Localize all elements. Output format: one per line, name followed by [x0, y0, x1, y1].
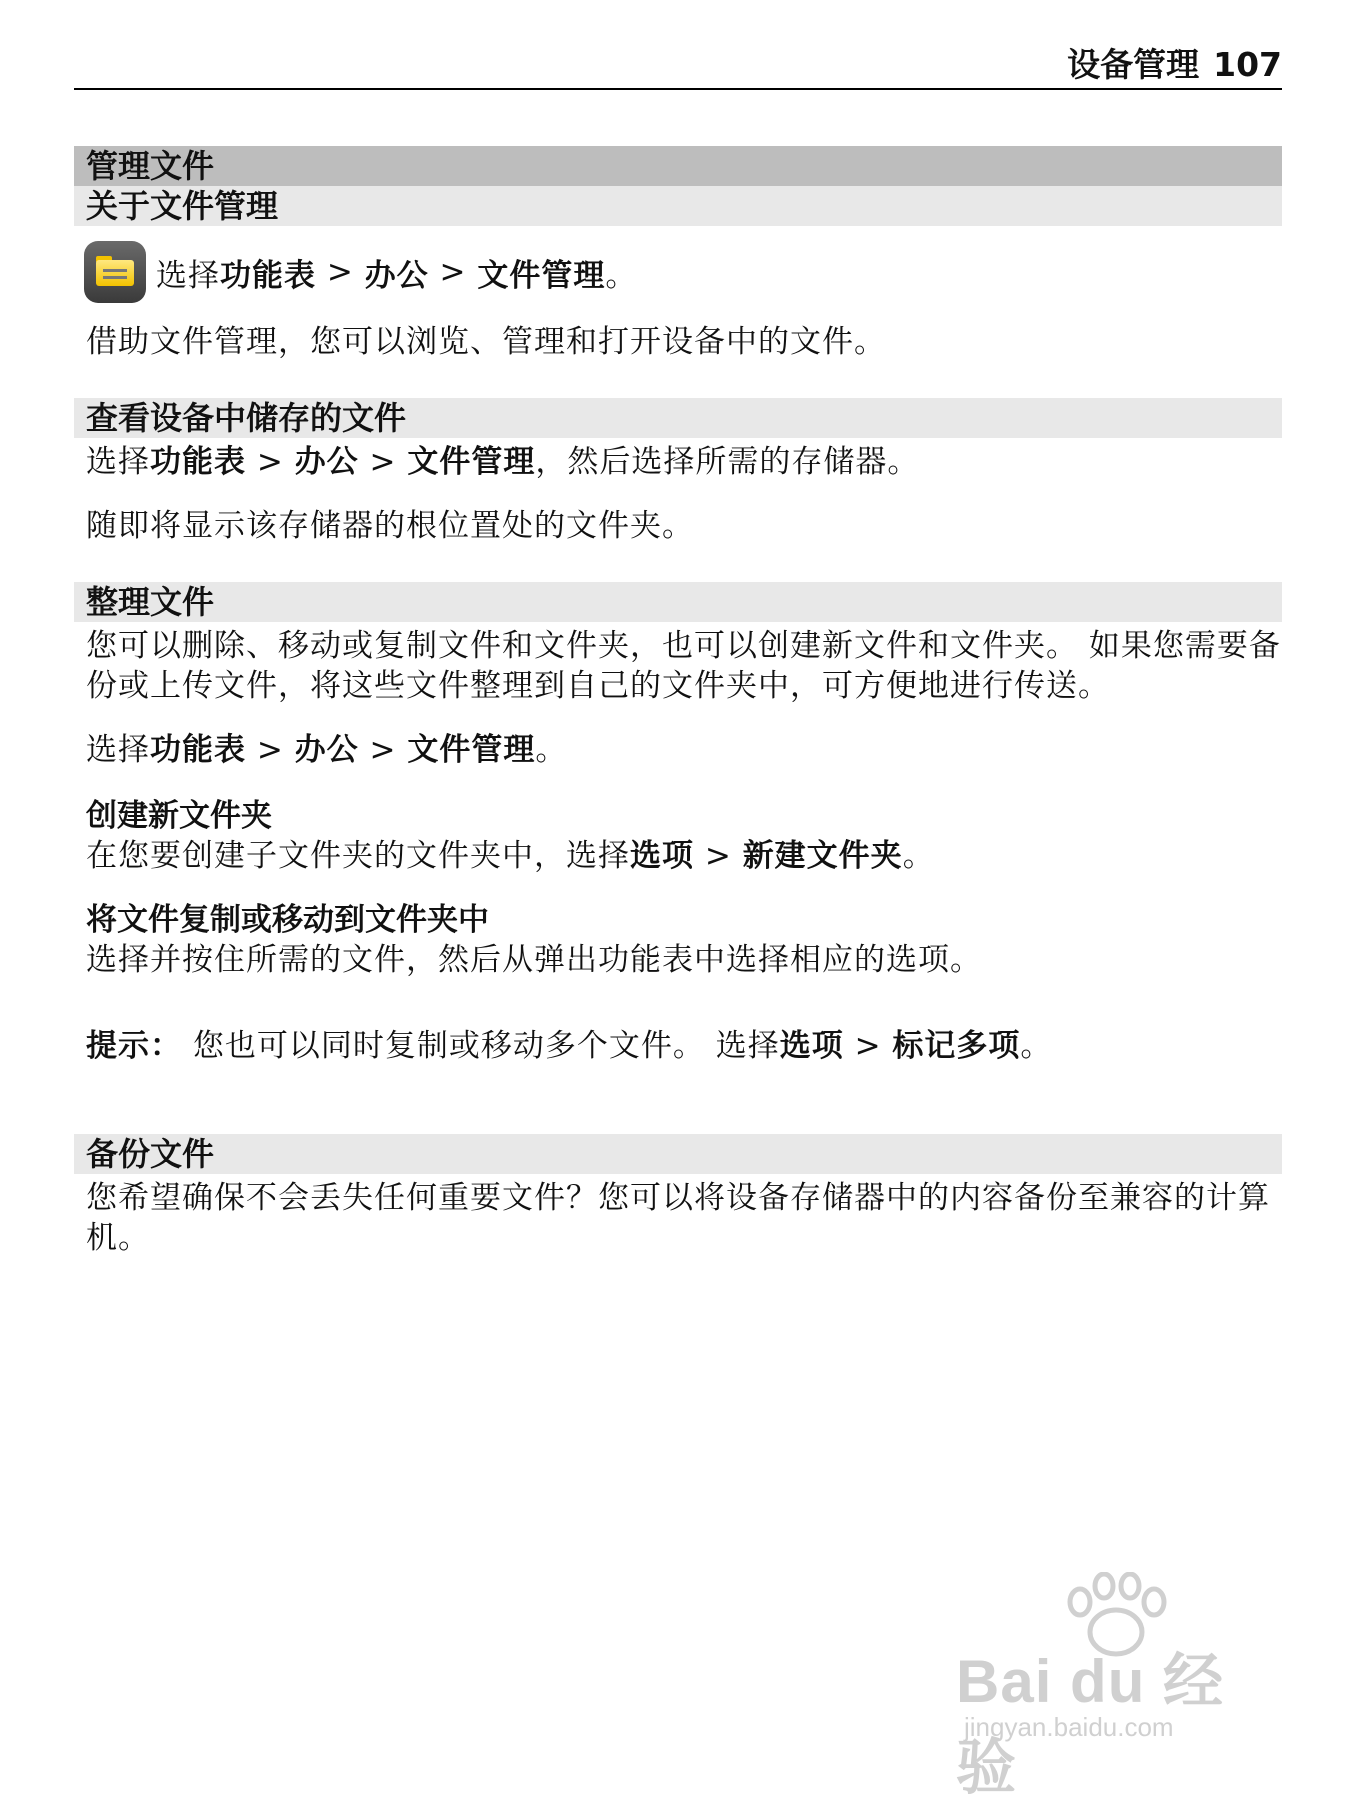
create-folder-text	[74, 836, 1282, 876]
path-office: 办公	[364, 257, 429, 294]
path-app: 文件管理	[477, 257, 606, 294]
subheading-copy-move: 将文件复制或移动到文件夹中	[86, 902, 489, 938]
path-office: 办公	[294, 732, 359, 768]
options-label: 选项	[779, 1028, 844, 1064]
backup-paragraph: 您希望确保不会丢失任何重要文件？您可以将设备存储器中的内容备份至兼容的计算机。	[86, 1180, 1270, 1256]
path-end: 。	[535, 732, 568, 768]
page-header	[74, 44, 1282, 90]
path-end: 。	[1020, 1028, 1053, 1064]
view-stored-line2: 随即将显示该存储器的根位置处的文件夹。	[86, 508, 694, 544]
mark-multiple-label: 标记多项	[892, 1028, 1021, 1064]
tip-label: 提示：	[86, 1028, 182, 1064]
file-manager-app-icon	[84, 241, 146, 303]
path-separator: >	[694, 838, 743, 874]
section-title-view-stored: 查看设备中储存的文件	[74, 398, 1282, 438]
baidu-watermark	[946, 1572, 1276, 1801]
watermark-brand: Bai du 经验	[956, 1648, 1225, 1801]
path-prefix: 选择	[86, 444, 150, 480]
section-title-about: 关于文件管理	[74, 186, 1282, 226]
chapter-title: 管理文件	[74, 146, 1282, 186]
path-end: 。	[902, 838, 935, 874]
path-app: 文件管理	[407, 444, 536, 480]
path-separator: >	[316, 254, 365, 290]
path-separator: >	[428, 254, 478, 290]
section-title-backup: 备份文件	[74, 1134, 1282, 1174]
path-app: 文件管理	[407, 732, 536, 768]
new-folder-label: 新建文件夹	[742, 838, 903, 874]
path-office: 办公	[294, 444, 359, 480]
options-label: 选项	[630, 838, 694, 874]
create-folder-prefix: 在您要创建子文件夹的文件夹中，选择	[86, 838, 630, 874]
path-separator: >	[843, 1028, 893, 1064]
path-prefix: 选择	[156, 257, 220, 294]
page-number: 107	[1213, 45, 1282, 84]
organize-paragraph: 您可以删除、移动或复制文件和文件夹，也可以创建新文件和文件夹。 如果您需要备份或上传文件，将这些文件整理到自己的文件夹中，可方便地进行传送。	[86, 628, 1281, 704]
page-content	[74, 146, 1282, 1258]
path-separator: >	[246, 732, 295, 768]
path-prefix: 选择	[86, 732, 150, 768]
path-end: 。	[605, 257, 638, 294]
path-separator: >	[358, 732, 408, 768]
about-description: 借助文件管理，您可以浏览、管理和打开设备中的文件。	[86, 324, 886, 360]
path-menu: 功能表	[150, 732, 246, 768]
path-menu: 功能表	[150, 444, 246, 480]
subheading-create-folder: 创建新文件夹	[86, 798, 272, 834]
view-stored-line1	[74, 442, 1282, 482]
path-post: ，然后选择所需的存储器。	[535, 444, 920, 480]
path-separator: >	[246, 444, 295, 480]
section-title-organize: 整理文件	[74, 582, 1282, 622]
organize-path-line	[74, 730, 1282, 770]
path-separator: >	[358, 444, 408, 480]
about-path-line	[74, 240, 1282, 304]
running-head-chapter: 设备管理	[1067, 45, 1200, 84]
tip-line	[74, 1026, 1282, 1066]
watermark-url: jingyan.baidu.com	[964, 1712, 1174, 1742]
path-menu: 功能表	[220, 257, 316, 294]
copy-move-text: 选择并按住所需的文件，然后从弹出功能表中选择相应的选项。	[86, 942, 982, 978]
tip-text: 您也可以同时复制或移动多个文件。 选择	[182, 1028, 780, 1064]
